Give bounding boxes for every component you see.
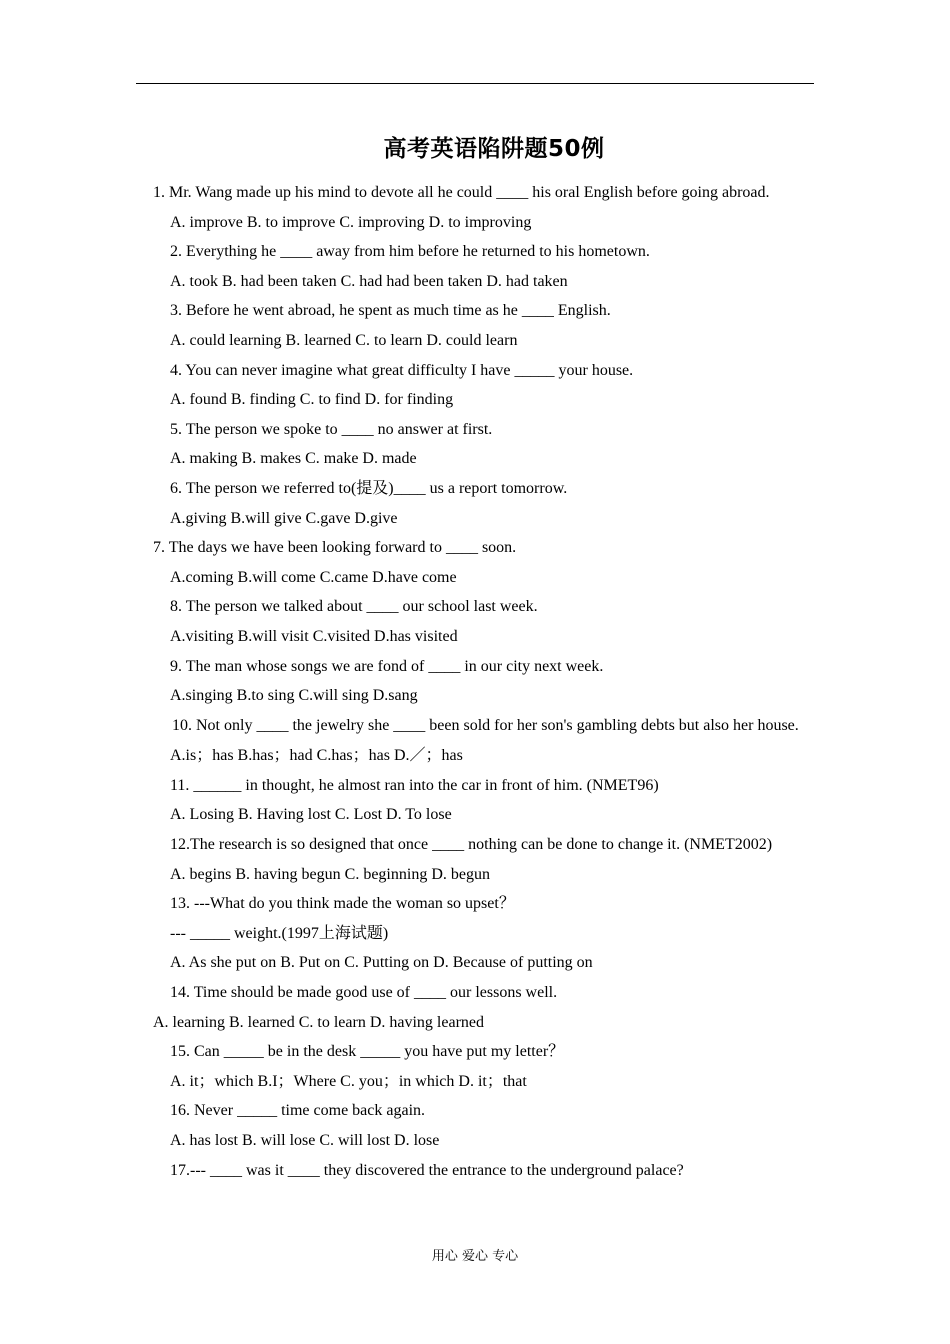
question-line: --- _____ weight.(1997上海试题) — [170, 924, 389, 942]
options-line: A. has lost B. will lose C. will lost D. lose — [170, 1131, 440, 1149]
page-footer: 用心 爱心 专心 — [431, 1249, 519, 1264]
question-line: 1. Mr. Wang made up his mind to devote all he could ____ his oral English before going abroad. — [153, 184, 770, 201]
options-line: A.is；has B.has；had C.has；has D.／；has — [170, 747, 463, 765]
question-line: 13. ---What do you think made the woman so upset？ — [170, 895, 515, 913]
options-line: A. it；which B.I；Where C. you；in which D. it；that — [170, 1072, 527, 1090]
page-title: 高考英语陷阱题50例 — [383, 136, 605, 162]
options-line: A. found B. finding C. to find D. for finding — [170, 391, 454, 409]
question-line: 10. Not only ____ the jewelry she ____ been sold for her son's gambling debts but also her house. — [172, 716, 799, 734]
options-line: A.singing B.to sing C.will sing D.sang — [170, 687, 418, 705]
question-line: 12.The research is so designed that once ____ nothing can be done to change it. (NMET2002) — [170, 835, 773, 853]
options-line: A. improve B. to improve C. improving D. to improving — [170, 213, 532, 231]
options-line: A.coming B.will come C.came D.have come — [170, 568, 457, 586]
header-rule — [136, 83, 814, 84]
question-line: 4. You can never imagine what great difficulty I have _____ your house. — [170, 361, 634, 379]
question-line: 6. The person we referred to(提及)____ us a report tomorrow. — [170, 479, 568, 497]
options-line: A. learning B. learned C. to learn D. having learned — [153, 1013, 484, 1031]
question-line: 8. The person we talked about ____ our school last week. — [170, 598, 538, 616]
question-line: 2. Everything he ____ away from him before he returned to his hometown. — [170, 243, 650, 261]
options-line: A. took B. had been taken C. had had been taken D. had taken — [170, 272, 568, 290]
question-line: 16. Never _____ time come back again. — [170, 1102, 426, 1120]
question-line: 7. The days we have been looking forward to ____ soon. — [153, 539, 517, 557]
question-line: 3. Before he went abroad, he spent as much time as he ____ English. — [170, 302, 611, 320]
options-line: A. begins B. having begun C. beginning D. begun — [170, 865, 490, 883]
options-line: A. Losing B. Having lost C. Lost D. To lose — [170, 806, 452, 824]
question-line: 15. Can _____ be in the desk _____ you have put my letter？ — [170, 1043, 565, 1061]
options-line: A. could learning B. learned C. to learn D. could learn — [170, 331, 518, 349]
question-line: 9. The man whose songs we are fond of ____ in our city next week. — [170, 657, 604, 675]
question-list — [136, 178, 814, 1185]
question-line: 14. Time should be made good use of ____ our lessons well. — [170, 983, 558, 1001]
options-line: A. making B. makes C. make D. made — [170, 450, 417, 468]
options-line: A.giving B.will give C.gave D.give — [170, 509, 398, 527]
question-line: 5. The person we spoke to ____ no answer at first. — [170, 420, 493, 438]
options-line: A. As she put on B. Put on C. Putting on D. Because of putting on — [170, 954, 593, 972]
question-line: 11. ______ in thought, he almost ran into the car in front of him. (NMET96) — [170, 776, 659, 794]
question-line: 17.--- ____ was it ____ they discovered the entrance to the underground palace? — [170, 1161, 684, 1179]
options-line: A.visiting B.will visit C.visited D.has visited — [170, 627, 458, 645]
